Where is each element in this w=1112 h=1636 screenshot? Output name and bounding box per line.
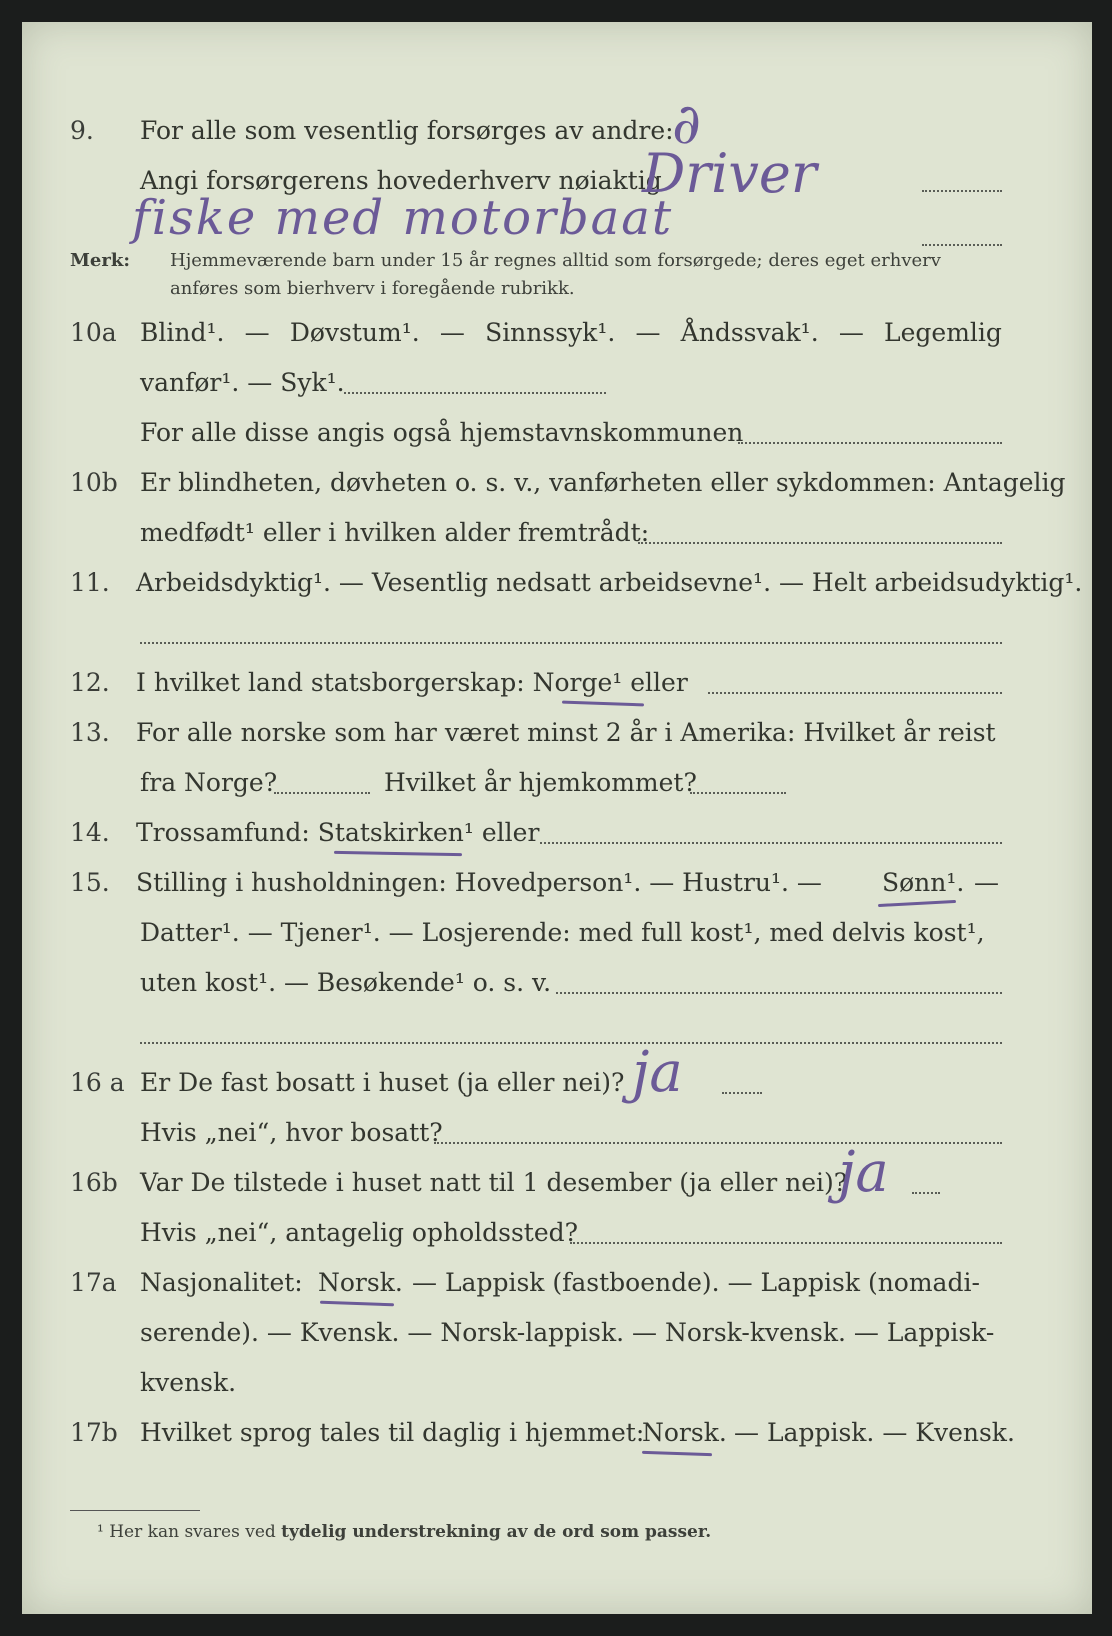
q12-suffix: eller (630, 668, 688, 697)
q14-underline-mark (334, 851, 462, 856)
q15-number: 15. (70, 868, 110, 897)
q10b-line2: medfødt¹ eller i hvilken alder fremtrådt: (140, 518, 650, 547)
q9-line1: For alle som vesentlig forsørges av andre: (140, 116, 674, 145)
footnote (97, 1522, 711, 1542)
q10a-opt-andssvak: Åndssvak¹. (680, 318, 819, 347)
q16a-line2: Hvis „nei“, hvor bosatt? (140, 1118, 443, 1147)
q10a-opt-legemlig: Legemlig (884, 318, 1002, 347)
q14-suffix: eller (481, 818, 540, 847)
q16a-number: 16 a (70, 1068, 125, 1097)
q10a-line3-dots (738, 442, 1002, 444)
q17a-line2: serende). — Kvensk. — Norsk-lappisk. — Norsk-kvensk. — Lappisk- (140, 1318, 995, 1347)
q9-answer1: Driver (642, 142, 817, 205)
q9-number: 9. (70, 116, 94, 145)
footnote-bold: tydelig understrekning av de ord som passer. (281, 1522, 712, 1542)
q15-line1c: — (974, 868, 999, 897)
q17b-option-norsk: Norsk. (642, 1418, 727, 1447)
q13-reist-dots (274, 792, 370, 794)
q16a-answer: ja (632, 1040, 683, 1105)
q10a-dash-1: — (244, 318, 270, 347)
q13-hjem-dots (690, 792, 786, 794)
q12-underline-mark (562, 701, 644, 707)
footnote-plain: Her kan svares ved (109, 1522, 276, 1542)
q17b-number: 17b (70, 1418, 118, 1447)
q16b-line2-dots (570, 1242, 1002, 1244)
q10b-line1: Er blindheten, døvheten o. s. v., vanførheten eller sykdommen: Antagelig (140, 468, 1066, 497)
q15-line3: uten kost¹. — Besøkende¹ o. s. v. (140, 968, 552, 997)
q16b-number: 16b (70, 1168, 118, 1197)
q11-line1: Arbeidsdyktig¹. — Vesentlig nedsatt arbeidsevne¹. — Helt arbeidsudyktig¹. (136, 568, 1083, 597)
q16b-answer: ja (838, 1140, 889, 1205)
q10a-opt-blind: Blind¹. (140, 318, 225, 347)
q10a-line3: For alle disse angis også hjemstavnskommunen (140, 418, 744, 447)
q10a-line2-dots (344, 392, 606, 394)
q9-answer2: fiske med motorbaat (132, 190, 674, 246)
q10a-dash-4: — (838, 318, 864, 347)
q15-line3-dots (556, 992, 1002, 994)
census-form-page (22, 22, 1092, 1614)
q17a-number: 17a (70, 1268, 117, 1297)
q15-underline-mark (878, 900, 956, 907)
q16b-line1-dots (912, 1192, 940, 1194)
merk-line1: Hjemmeværende barn under 15 år regnes alltid som forsørgede; deres eget erhverv (170, 250, 941, 271)
q10b-number: 10b (70, 468, 118, 497)
q12-prefix: I hvilket land statsborgerskap: (136, 668, 525, 697)
q16b-line1: Var De tilstede i huset natt til 1 desember (ja eller nei)? (140, 1168, 848, 1197)
q12-line1 (136, 668, 688, 697)
q9-ink-mark: ∂ (672, 92, 701, 157)
q16a-line1-dots (722, 1092, 762, 1094)
q17b-underline-mark (642, 1451, 712, 1456)
q16a-line2-dots (434, 1142, 1002, 1144)
q10a-opt-sinnssyk: Sinnssyk¹. (485, 318, 616, 347)
q17b-label: Hvilket sprog tales til daglig i hjemmet: (140, 1418, 645, 1447)
q14-prefix: Trossamfund: (136, 818, 310, 847)
q13-number: 13. (70, 718, 110, 747)
q12-dots (708, 692, 1002, 694)
q10a-dash-3: — (635, 318, 661, 347)
q14-option-statskirken: Statskirken¹ (317, 818, 474, 847)
q11-number: 11. (70, 568, 110, 597)
q14-dots (540, 842, 1002, 844)
q17a-line3: kvensk. (140, 1368, 237, 1397)
q13-line2b: Hvilket år hjemkommet? (384, 768, 697, 797)
merk-line2: anføres som bierhverv i foregående rubrikk. (170, 278, 575, 299)
q10a-opt-dovstum: Døvstum¹. (289, 318, 420, 347)
q15-blank-dots (140, 1042, 1002, 1044)
q10a-line1 (140, 318, 1002, 347)
q10b-line2-dots (638, 542, 1002, 544)
merk-label: Merk: (70, 250, 130, 271)
q17a-line1c: — Lappisk (fastboende). — Lappisk (nomadi- (412, 1268, 980, 1297)
q13-line1: For alle norske som har været minst 2 år i Amerika: Hvilket år reist (136, 718, 996, 747)
q15-line2: Datter¹. — Tjener¹. — Losjerende: med full kost¹, med delvis kost¹, (140, 918, 985, 947)
q12-number: 12. (70, 668, 110, 697)
q10a-dash-2: — (439, 318, 465, 347)
q17b-line1c: — Lappisk. — Kvensk. (734, 1418, 1015, 1447)
q17a-underline-mark (320, 1301, 394, 1307)
q12-option-norge: Norge¹ (532, 668, 623, 697)
q9-line2: Angi forsørgerens hovederhverv nøiaktig (140, 166, 662, 195)
q16b-line2: Hvis „nei“, antagelig opholdssted? (140, 1218, 579, 1247)
q16a-line1: Er De fast bosatt i huset (ja eller nei)? (140, 1068, 625, 1097)
q17a-option-norsk: Norsk. (318, 1268, 403, 1297)
q15-option-sonn: Sønn¹. (882, 868, 965, 897)
q9-line2-dots (922, 190, 1002, 192)
q13-line2a: fra Norge? (140, 768, 278, 797)
q10a-line2: vanfør¹. — Syk¹. (140, 368, 345, 397)
q11-blank-dots (140, 642, 1002, 644)
footnote-rule (70, 1510, 200, 1511)
q14-number: 14. (70, 818, 110, 847)
footnote-mark: ¹ (97, 1522, 104, 1542)
q15-line1a: Stilling i husholdningen: Hovedperson¹. — Hustru¹. — (136, 868, 822, 897)
q14-line1 (136, 818, 539, 847)
q10a-number: 10a (70, 318, 117, 347)
q17a-label: Nasjonalitet: (140, 1268, 303, 1297)
q9-line3-dots (922, 244, 1002, 246)
